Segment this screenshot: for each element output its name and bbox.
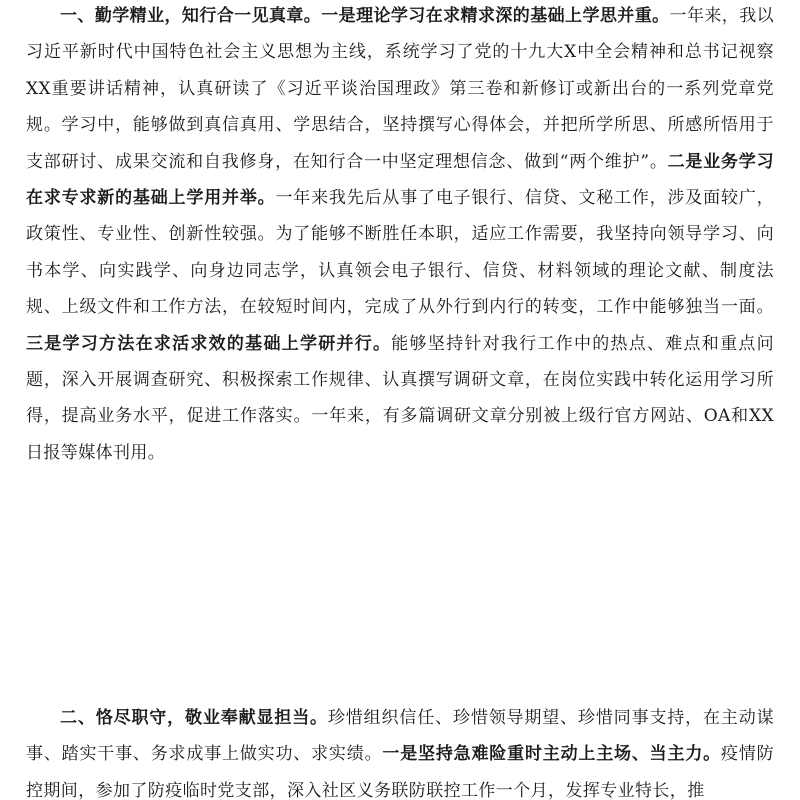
point-heading-1-3: 三是学习方法在求活求效的基础上学研并行。 bbox=[26, 333, 392, 354]
point-heading-1-2: 二是业务学习在求专求新的基础上学用并举。 bbox=[26, 151, 774, 209]
section-heading-1: 一、勤学精业，知行合一见真章。 bbox=[60, 6, 322, 26]
body-text-1-3: 能够坚持针对我行工作中的热点、难点和重点问题，深入开展调查研究、积极探索工作规律、认真撰写调研文章，在岗位实践中转化运用学习所得，提高业务水平，促进工作落实。一年来，有多篇调研文章分别被上级行官方网站、OA和XX日报等媒体刊用。 bbox=[26, 333, 774, 463]
paragraph-study bbox=[26, 0, 774, 471]
paragraph-duty bbox=[26, 700, 774, 800]
section-heading-2: 二、恪尽职守，敬业奉献显担当。 bbox=[60, 708, 328, 728]
body-text-1-1: 一年来，我以习近平新时代中国特色社会主义思想为主线，系统学习了党的十九大X中全会精神和总书记视察XX重要讲话精神，认真研读了《习近平谈治国理政》第三卷和新修订或新出台的一系列党章党规。学习中，能够做到真信真用、学思结合，坚持撰写心得体会，并把所学所思、所感所悟用于支部研讨、成果交流和自我修身，在知行合一中坚定理想信念、做到“两个维护”。 bbox=[26, 6, 775, 172]
body-text-2-2: 疫情防控期间，参加了防疫临时党支部，深入社区义务联防联控工作一个月，发挥专业特长，推 bbox=[26, 744, 775, 800]
body-text-1-2: 一年来我先后从事了电子银行、信贷、文秘工作，涉及面较广，政策性、专业性、创新性较强。为了能够不断胜任本职，适应工作需要，我坚持向领导学习、向书本学、向实践学、向身边同志学，认真领会电子银行、信贷、材料领域的理论文献、制度法规、上级文件和工作方法，在较短时间内，完成了从外行到内行的转变，工作中能够独当一面。 bbox=[26, 188, 774, 318]
point-heading-1-1: 一是理论学习在求精求深的基础上学思并重。 bbox=[321, 6, 670, 26]
point-heading-2-1: 一是坚持急难险重时主动上主场、当主力。 bbox=[382, 744, 721, 765]
body-text-2-1: 珍惜组织信任、珍惜领导期望、珍惜同事支持，在主动谋事、踏实干事、务求成事上做实功、求实绩。 bbox=[26, 708, 775, 765]
